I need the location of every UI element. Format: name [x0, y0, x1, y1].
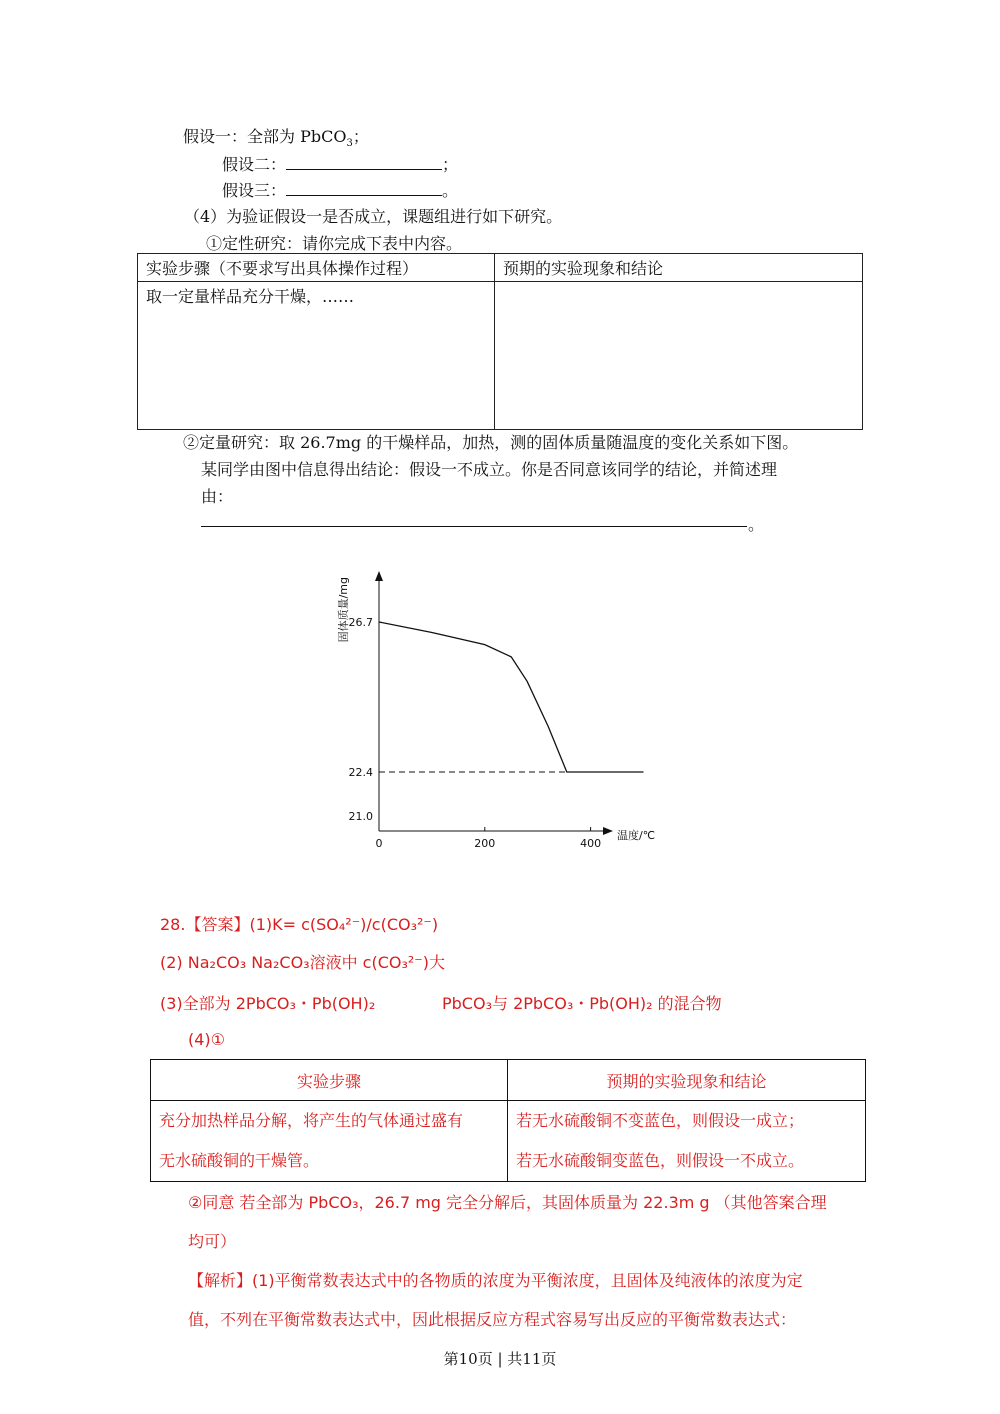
qualitative-header-results: 预期的实验现象和结论: [495, 254, 863, 282]
answer-step-cell: [151, 1141, 508, 1182]
y-axis-label: 固体质量/mg: [337, 577, 350, 643]
x-axis-label: 温度/℃: [617, 829, 656, 842]
answer-result-cell: [508, 1101, 866, 1142]
answer-line-6: 均可）: [188, 1232, 237, 1251]
x-axis-arrow: [603, 827, 613, 835]
qualitative-step-cell: 取一定量样品充分干燥，……: [138, 282, 495, 430]
answer-step-line-2: 无水硫酸铜的干燥管。: [159, 1151, 320, 1170]
qualitative-table-row: [138, 282, 863, 430]
answer-table-row: [151, 1141, 866, 1182]
hypothesis-1-sub: 3: [346, 138, 353, 150]
answer-header-steps: 实验步骤: [151, 1060, 508, 1101]
hypothesis-1: [183, 124, 369, 149]
answer-line-2: (2) Na₂CO₃ Na₂CO₃溶液中 c(CO₃²⁻)大: [160, 953, 445, 972]
analysis-line-2: 值，不列在平衡常数表达式中，因此根据反应方程式容易写出反应的平衡常数表达式：: [188, 1310, 797, 1329]
answer-step-line-1: 充分加热样品分解，将产生的气体通过盛有: [159, 1111, 464, 1130]
series-line-0: [379, 622, 644, 772]
q4-part1: ①定性研究：请你完成下表中内容。: [206, 234, 463, 253]
x-tick-label-200: 200: [474, 837, 496, 850]
answer-line-3b: PbCO₃与 2PbCO₃・Pb(OH)₂ 的混合物: [442, 994, 722, 1013]
answer-line-end: 。: [748, 515, 765, 534]
hypothesis-3-label: 假设三：: [222, 181, 287, 200]
answer-table-row: [151, 1101, 866, 1142]
analysis-line-1: 【解析】(1)平衡常数表达式中的各物质的浓度为平衡浓度，且固体及纯液体的浓度为定: [188, 1271, 803, 1290]
y-axis-arrow: [375, 571, 383, 581]
hypothesis-2: [222, 152, 458, 175]
answer-line-5: ②同意 若全部为 PbCO₃，26.7 mg 完全分解后，其固体质量为 22.3m g （其他答案合理: [188, 1193, 827, 1212]
answer-line-4: (4)①: [188, 1030, 226, 1049]
x-tick-label-0: 0: [375, 837, 383, 850]
answer-table-header: [151, 1060, 866, 1101]
answer-result-cell: [508, 1141, 866, 1182]
qualitative-table-header: [138, 254, 863, 282]
answer-line-3a: (3)全部为 2PbCO₃・Pb(OH)₂: [160, 994, 376, 1013]
q4-part2-line2: 某同学由图中信息得出结论：假设一不成立。你是否同意该同学的结论，并简述理: [201, 460, 778, 479]
answer-line-blank[interactable]: [201, 510, 747, 527]
hypothesis-2-label: 假设二：: [222, 155, 287, 174]
hypothesis-1-suffix: ；: [352, 127, 369, 146]
y-tick-label-26.7: 26.7: [348, 616, 373, 629]
answer-line-1: 28.【答案】(1)K= c(SO₄²⁻)/c(CO₃²⁻): [160, 915, 439, 934]
answer-step-cell: [151, 1101, 508, 1142]
y-tick-label-21.0: 21.0: [348, 810, 373, 823]
answer-result-line-2: 若无水硫酸铜变蓝色，则假设一不成立。: [516, 1151, 805, 1170]
mass-temperature-chart: [325, 565, 685, 855]
hypothesis-2-end: ；: [442, 155, 459, 174]
hypothesis-3-end: 。: [442, 181, 459, 200]
hypothesis-3-blank[interactable]: [286, 181, 442, 196]
y-tick-label-22.4: 22.4: [348, 766, 373, 779]
page-footer: 第10页 | 共11页: [443, 1350, 557, 1368]
x-tick-label-400: 400: [580, 837, 602, 850]
qualitative-table: [137, 253, 863, 430]
hypothesis-3: [222, 178, 458, 201]
q4-intro: （4）为验证假设一是否成立，课题组进行如下研究。: [184, 207, 563, 226]
qualitative-result-cell[interactable]: [495, 282, 863, 430]
q4-part2-line3: 由：: [201, 487, 234, 506]
hypothesis-1-text: 假设一：全部为 PbCO: [183, 127, 347, 146]
hypothesis-2-blank[interactable]: [286, 155, 442, 170]
answer-table: [150, 1059, 866, 1182]
answer-header-results: 预期的实验现象和结论: [508, 1060, 866, 1101]
answer-result-line-1: 若无水硫酸铜不变蓝色，则假设一成立；: [516, 1111, 805, 1130]
qualitative-header-steps: 实验步骤（不要求写出具体操作过程）: [138, 254, 495, 282]
q4-part2-line1: ②定量研究：取 26.7mg 的干燥样品，加热，测的固体质量随温度的变化关系如下图。: [183, 433, 799, 452]
